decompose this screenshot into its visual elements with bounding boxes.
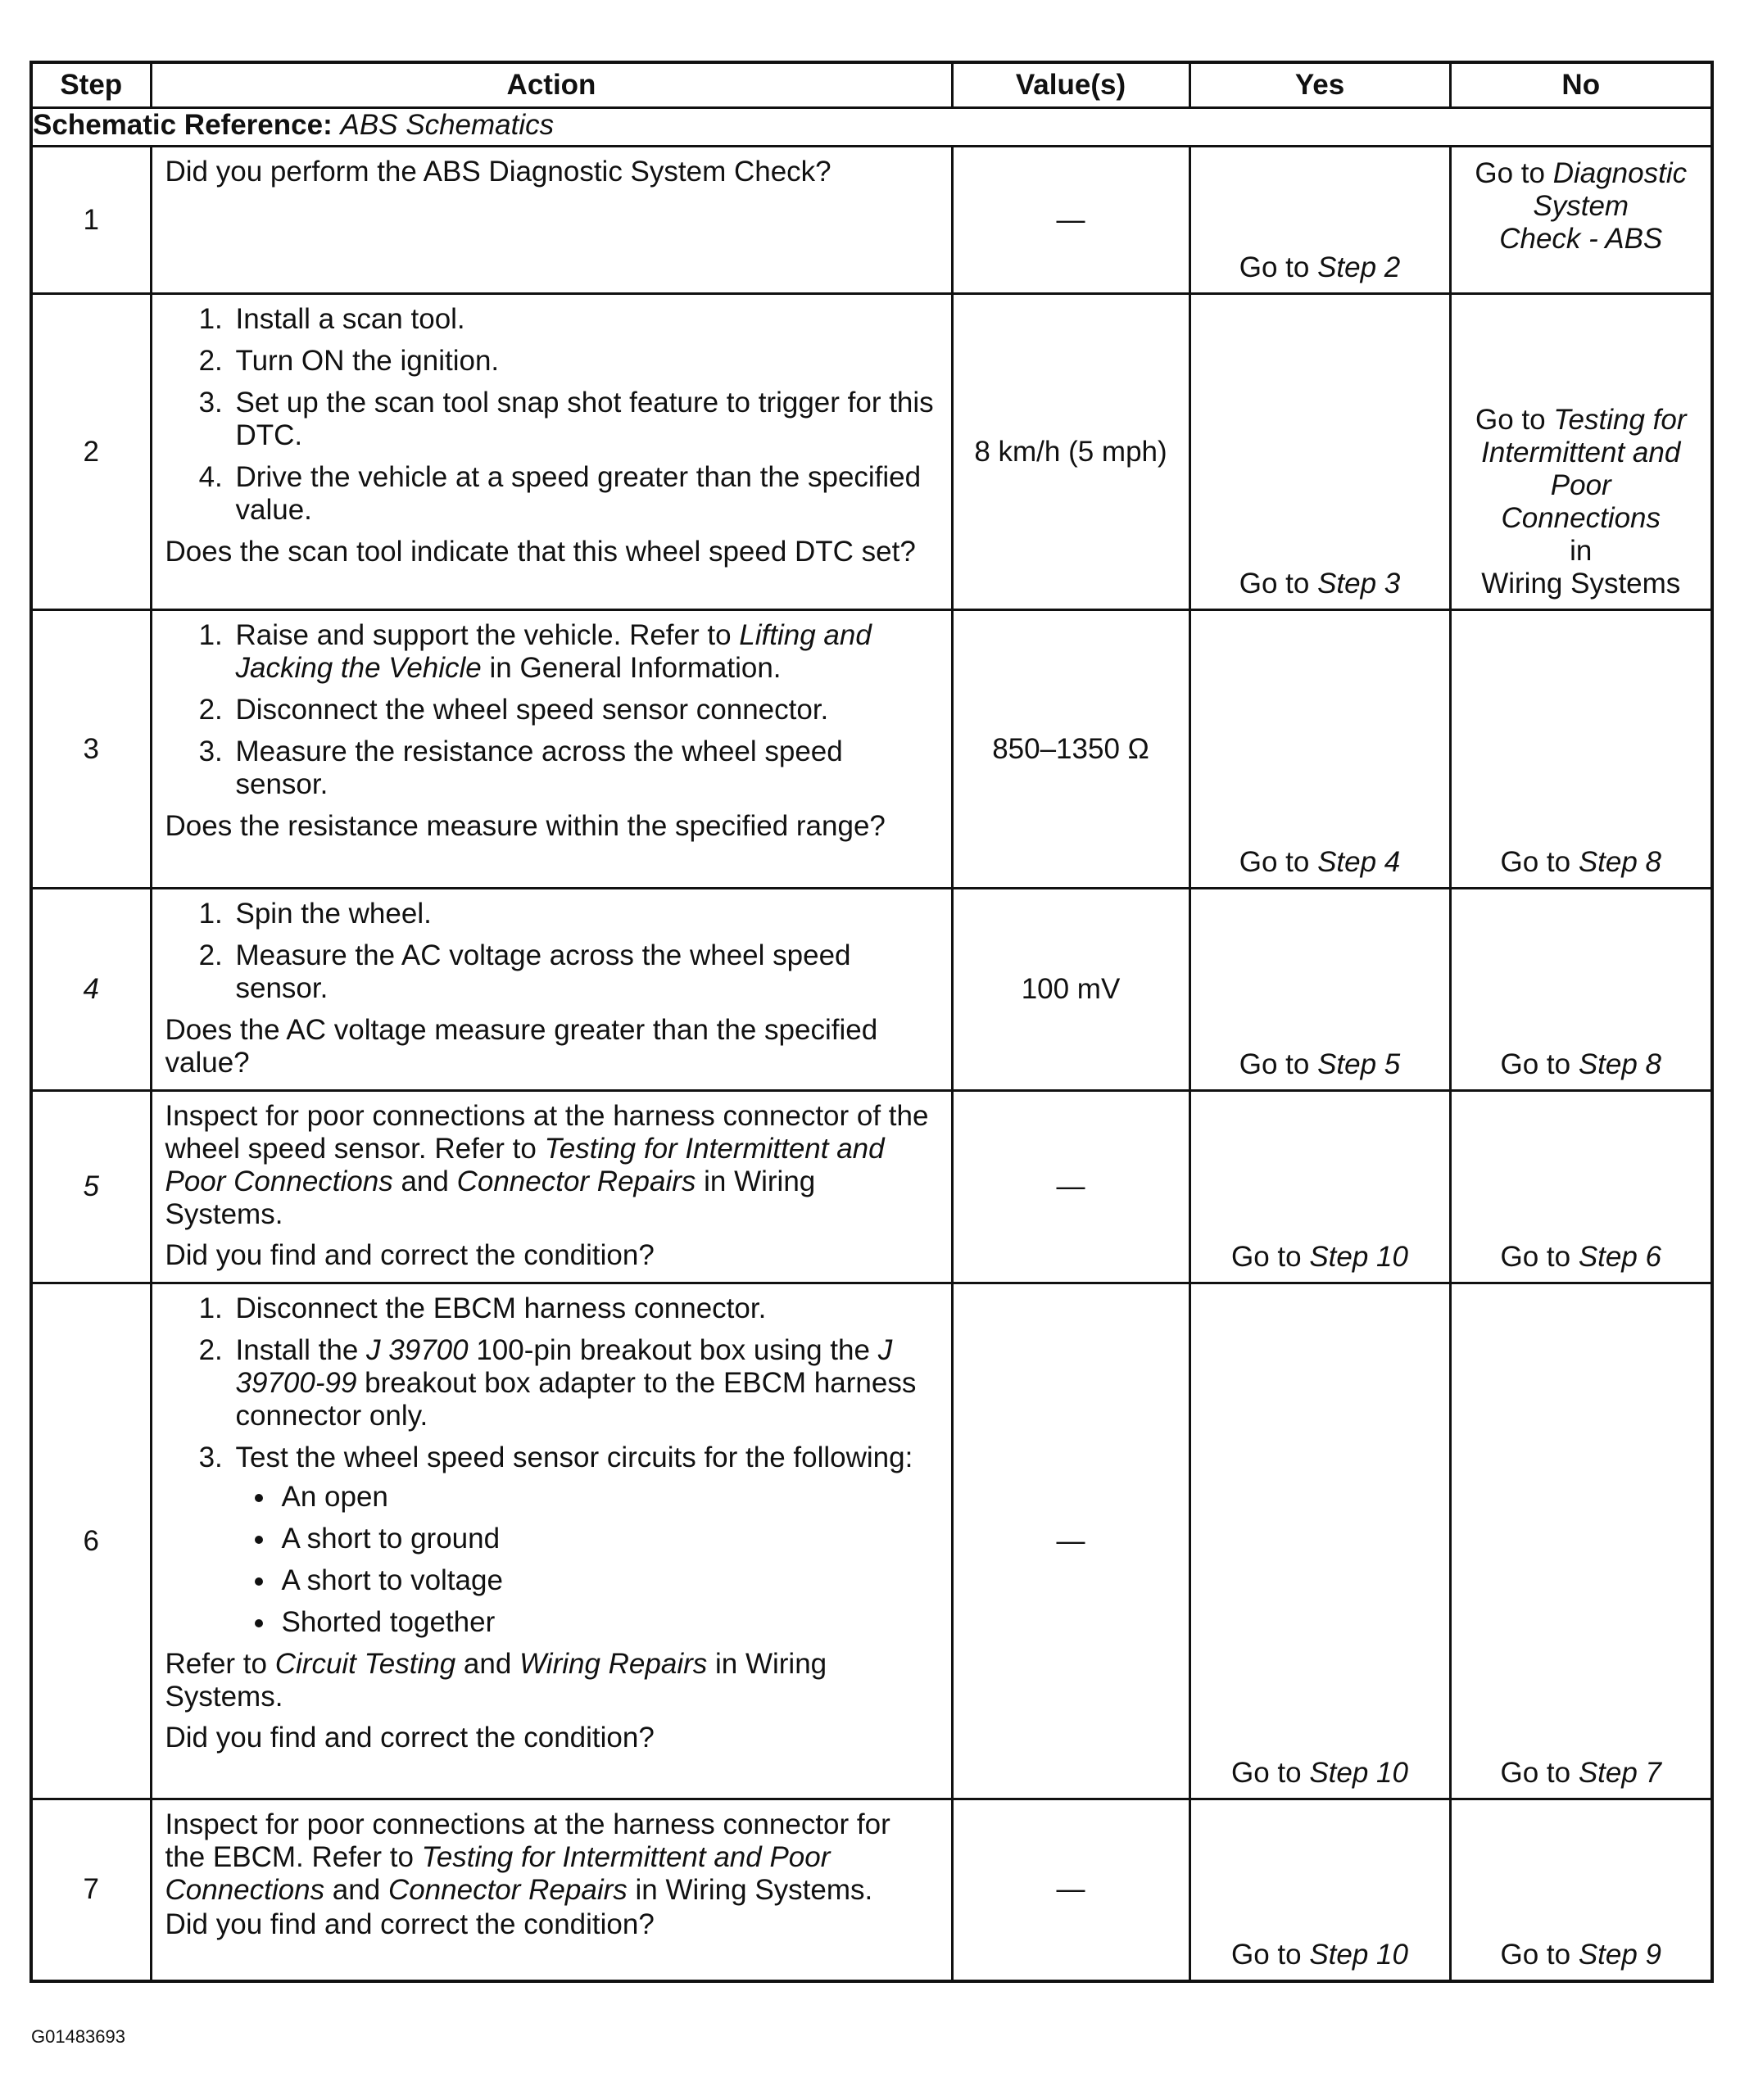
- goto-step-ref: Step 8: [1578, 846, 1662, 878]
- no-cell: [1450, 1091, 1712, 1283]
- goto-label: Go to: [1231, 1241, 1310, 1273]
- goto-step-ref: Step 7: [1578, 1757, 1662, 1789]
- goto-label: Go to: [1500, 1048, 1579, 1080]
- no-cell: [1450, 610, 1712, 889]
- table-row-step-3: [31, 610, 1712, 889]
- no-cell: [1450, 147, 1712, 294]
- action-step-item: 3. Measure the resistance across the wheel speed sensor.: [231, 735, 938, 801]
- no-cell: [1450, 1799, 1712, 1981]
- goto-ref: Testing for: [1553, 404, 1687, 436]
- action-question: Does the resistance measure within the specified range?: [165, 810, 886, 842]
- goto-step-ref: Step 5: [1317, 1048, 1401, 1080]
- step-number: [31, 889, 151, 1091]
- step-number: [31, 1091, 151, 1283]
- goto-ref: Connections: [1501, 502, 1661, 534]
- step-text: and: [392, 1165, 457, 1197]
- action-cell: [151, 1091, 952, 1283]
- step-text: 100-pin breakout box using the: [468, 1334, 878, 1366]
- yes-cell: [1189, 294, 1450, 610]
- goto-ref: Intermittent and: [1481, 437, 1681, 468]
- value-cell: 850–1350 Ω: [952, 610, 1189, 889]
- step-number: 3: [31, 610, 151, 889]
- goto-suffix: in: [1570, 535, 1593, 567]
- action-step-item: 2. Measure the AC voltage across the wheel speed sensor.: [231, 939, 938, 1005]
- step-text: Inspect for poor connections at the harness connector for the EBCM. Refer to: [165, 1808, 890, 1873]
- goto-label: Go to: [1239, 846, 1318, 878]
- goto-step-ref: Step 10: [1309, 1241, 1408, 1273]
- header-step: Step: [31, 62, 151, 108]
- goto-ref: Diagnostic: [1552, 157, 1688, 189]
- value-cell: —: [952, 1283, 1189, 1799]
- yes-goto: [1191, 251, 1449, 284]
- action-step-item: 1. Disconnect the EBCM harness connector.: [231, 1292, 938, 1325]
- action-step-item: 1. Install a scan tool.: [231, 303, 938, 336]
- yes-cell: [1189, 610, 1450, 889]
- tool-ref: J 39700: [366, 1334, 469, 1366]
- goto-label: Go to: [1500, 1757, 1579, 1789]
- no-goto: [1452, 1757, 1711, 1790]
- schematic-link: ABS Schematics: [340, 109, 555, 141]
- step-text: in Wiring Systems.: [627, 1874, 873, 1906]
- goto-label: Go to: [1239, 251, 1318, 283]
- no-cell: [1450, 889, 1712, 1091]
- reference-link: Testing for Intermittent and Poor Connections: [165, 1841, 831, 1906]
- no-cell: [1450, 1283, 1712, 1799]
- table-row-step-7: [31, 1799, 1712, 1981]
- header-no: No: [1450, 62, 1712, 108]
- reference-link: Connector Repairs: [456, 1165, 696, 1197]
- step-text: Inspect for poor connections at the harness connector of the wheel speed sensor. Refer to: [165, 1100, 929, 1165]
- step-text: Install the: [235, 1334, 367, 1366]
- action-question: Did you find and correct the condition?: [165, 1239, 655, 1271]
- condition-list: [236, 1481, 938, 1639]
- step-text: in General Information.: [481, 652, 782, 684]
- yes-cell: [1189, 889, 1450, 1091]
- step-text: and: [324, 1874, 388, 1906]
- step-text: in Wiring Systems.: [165, 1648, 827, 1713]
- no-goto: [1452, 1241, 1711, 1274]
- goto-step-ref: Step 10: [1309, 1938, 1408, 1971]
- no-goto: [1452, 147, 1711, 256]
- reference-link: Wiring Repairs: [519, 1648, 708, 1680]
- action-step-item: 2. Disconnect the wheel speed sensor connector.: [231, 694, 938, 726]
- table-row-step-4: [31, 889, 1712, 1091]
- action-text: [165, 1808, 938, 1907]
- action-cell: [151, 294, 952, 610]
- table-row-step-2: [31, 294, 1712, 610]
- step-number: 7: [31, 1799, 151, 1981]
- yes-goto: [1191, 1939, 1449, 1971]
- action-cell: [151, 1283, 952, 1799]
- goto-label: Go to: [1231, 1757, 1310, 1789]
- reference-link: Circuit Testing: [274, 1648, 456, 1680]
- no-cell: [1450, 294, 1712, 610]
- goto-label: Go to: [1231, 1938, 1310, 1971]
- action-steps: [165, 898, 938, 1005]
- goto-label: Go to: [1475, 404, 1554, 436]
- yes-cell: [1189, 1799, 1450, 1981]
- header-value: Value(s): [952, 62, 1189, 108]
- tool-ref: J 39700-99: [235, 1334, 893, 1399]
- step-text: in Wiring Systems.: [165, 1165, 816, 1230]
- goto-suffix: Wiring Systems: [1481, 568, 1681, 600]
- refer-text: [165, 1648, 938, 1713]
- yes-goto: [1191, 1241, 1449, 1274]
- schematic-label: Schematic Reference:: [33, 109, 333, 141]
- table-row-step-6: [31, 1283, 1712, 1799]
- value-cell: 100 mV: [952, 889, 1189, 1091]
- goto-step-ref: Step 9: [1578, 1938, 1662, 1971]
- yes-goto: [1191, 568, 1449, 600]
- action-cell: [151, 889, 952, 1091]
- diagnostic-table: [29, 61, 1714, 1983]
- step-number-text: 5: [83, 1170, 99, 1202]
- action-steps: [165, 1292, 938, 1639]
- step-number: 6: [31, 1283, 151, 1799]
- table-row-step-1: [31, 147, 1712, 294]
- action-question: Did you perform the ABS Diagnostic System Check?: [165, 156, 831, 188]
- step-text: and: [455, 1648, 520, 1680]
- step-number: 2: [31, 294, 151, 610]
- step-number-text: 4: [83, 973, 99, 1005]
- action-question: Did you find and correct the condition?: [165, 1722, 655, 1754]
- goto-ref: Poor: [1550, 469, 1611, 501]
- no-goto: [1452, 404, 1711, 600]
- step-text: Test the wheel speed sensor circuits for the following:: [235, 1441, 913, 1473]
- action-text: [165, 1100, 938, 1231]
- goto-label: Go to: [1239, 568, 1318, 600]
- no-goto: [1452, 1939, 1711, 1971]
- header-yes: Yes: [1189, 62, 1450, 108]
- goto-step-ref: Step 3: [1317, 568, 1401, 600]
- yes-goto: [1191, 1757, 1449, 1790]
- step-text: Refer to: [165, 1648, 275, 1680]
- action-steps: [165, 303, 938, 527]
- goto-ref: System: [1533, 190, 1629, 222]
- header-action: Action: [151, 62, 952, 108]
- reference-link: Connector Repairs: [387, 1874, 628, 1906]
- action-steps: [165, 619, 938, 801]
- value-cell: —: [952, 147, 1189, 294]
- action-step-item: 2. Turn ON the ignition.: [231, 345, 938, 378]
- value-cell: —: [952, 1091, 1189, 1283]
- value-cell: 8 km/h (5 mph): [952, 294, 1189, 610]
- schematic-reference: [31, 108, 1712, 147]
- action-step-item: [231, 1441, 938, 1639]
- action-step-item: [231, 619, 938, 685]
- figure-id: G01483693: [31, 2026, 125, 2047]
- action-question: Does the AC voltage measure greater than the specified value?: [165, 1014, 878, 1079]
- value-cell: —: [952, 1799, 1189, 1981]
- schematic-reference-row: [31, 108, 1712, 147]
- action-question: Did you find and correct the condition?: [165, 1908, 655, 1940]
- yes-goto: [1191, 846, 1449, 879]
- no-goto: [1452, 1048, 1711, 1081]
- goto-label: Go to: [1239, 1048, 1318, 1080]
- action-cell: [151, 610, 952, 889]
- yes-cell: [1189, 147, 1450, 294]
- action-cell: [151, 1799, 952, 1981]
- reference-link: Lifting and Jacking the Vehicle: [235, 619, 872, 684]
- step-text: breakout box adapter to the EBCM harness connector only.: [235, 1367, 917, 1432]
- goto-label: Go to: [1475, 157, 1553, 189]
- action-step-item: 1. Spin the wheel.: [231, 898, 938, 930]
- reference-link: Testing for Intermittent and Poor Connections: [165, 1133, 885, 1197]
- goto-label: Go to: [1500, 1938, 1579, 1971]
- no-goto: [1452, 846, 1711, 879]
- goto-label: Go to: [1500, 846, 1579, 878]
- table-row-step-5: [31, 1091, 1712, 1283]
- action-cell: [151, 147, 952, 294]
- condition-item: • An open: [277, 1481, 938, 1514]
- goto-ref: Check - ABS: [1499, 223, 1663, 255]
- condition-item: • Shorted together: [277, 1606, 938, 1639]
- yes-cell: [1189, 1091, 1450, 1283]
- goto-step-ref: Step 6: [1578, 1241, 1662, 1273]
- action-step-item: 4. Drive the vehicle at a speed greater than the specified value.: [231, 461, 938, 527]
- action-step-item: [231, 1334, 938, 1432]
- yes-cell: [1189, 1283, 1450, 1799]
- action-question: Does the scan tool indicate that this wheel speed DTC set?: [165, 536, 916, 568]
- condition-item: • A short to ground: [277, 1523, 938, 1555]
- yes-goto: [1191, 1048, 1449, 1081]
- diagnostic-table-container: [29, 61, 1711, 1983]
- action-step-item: 3. Set up the scan tool snap shot feature to trigger for this DTC.: [231, 387, 938, 452]
- header-row: [31, 62, 1712, 108]
- goto-step-ref: Step 2: [1317, 251, 1401, 283]
- goto-step-ref: Step 10: [1309, 1757, 1408, 1789]
- goto-step-ref: Step 4: [1317, 846, 1401, 878]
- goto-step-ref: Step 8: [1578, 1048, 1662, 1080]
- goto-label: Go to: [1500, 1241, 1579, 1273]
- step-number: 1: [31, 147, 151, 294]
- condition-item: • A short to voltage: [277, 1564, 938, 1597]
- step-text: Raise and support the vehicle. Refer to: [235, 619, 740, 651]
